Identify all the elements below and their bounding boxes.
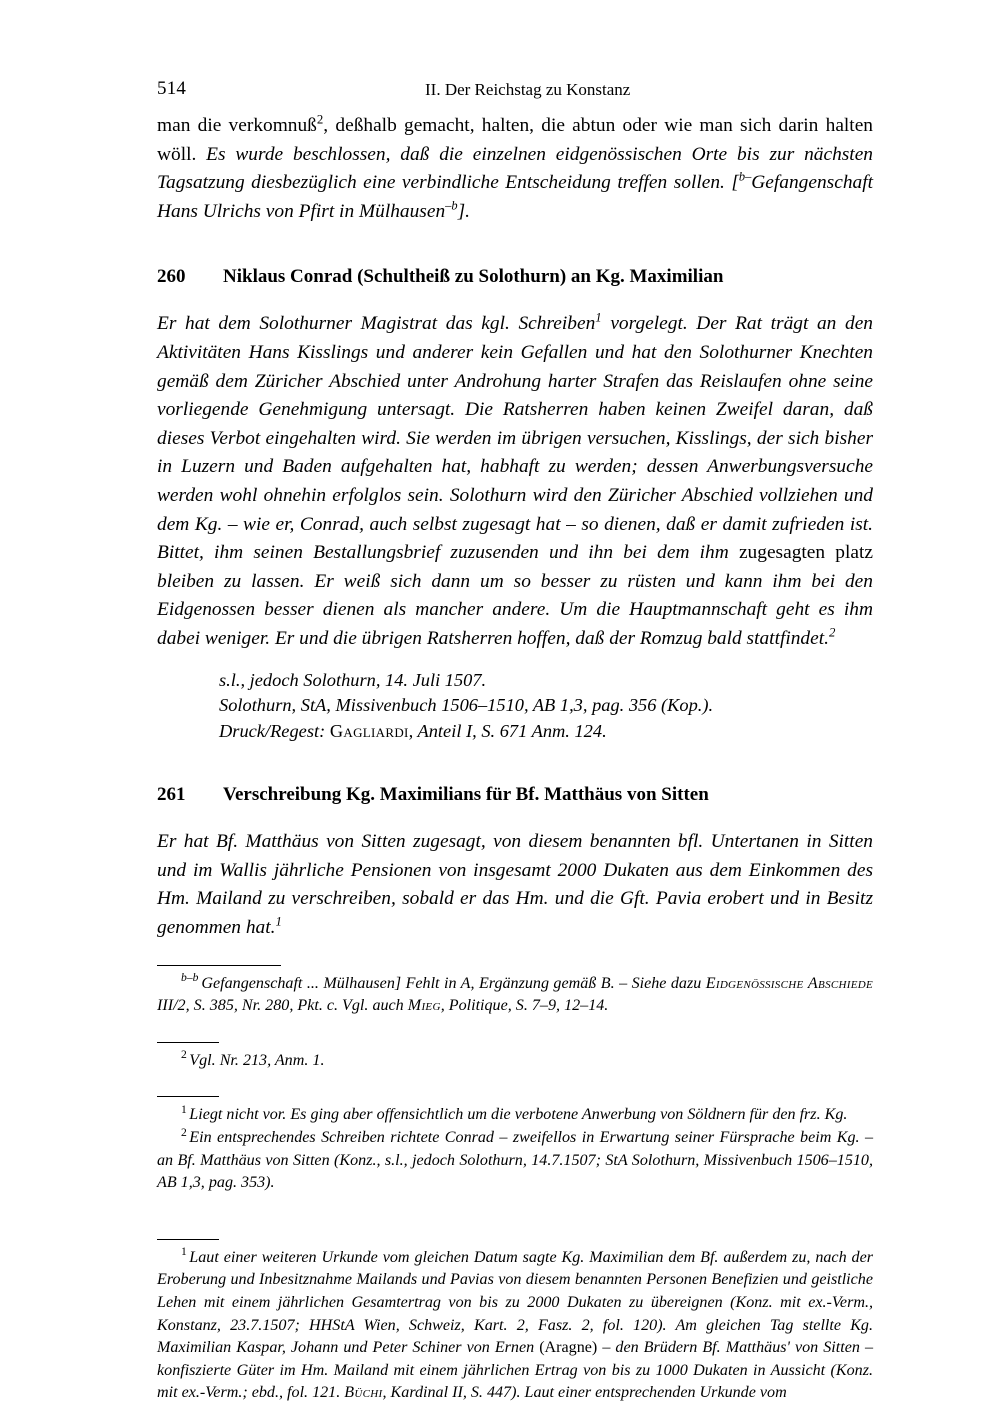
- running-head-title: II. Der Reichstag zu Konstanz: [425, 80, 631, 99]
- entry-261-regest: [157, 828, 873, 942]
- variant-marker-close: –b: [445, 198, 458, 213]
- footnote-260-2-text: Ein entsprechendes Schreiben richtete Conrad – zweifellos in Erwartung seiner Fürsprache beim Kg. – an Bf. Matthäus von Sitten (Konz., s.l., jedoch Solothurn, 14.7.1507; StA Solothurn, Missivenbuch 1506–1510, AB 1,3, pag. 353).: [157, 1129, 873, 1192]
- entry-260-print-ref: , Anteil I, S. 671 Anm. 124.: [408, 720, 607, 741]
- continued-paragraph: [157, 112, 873, 226]
- entry-261-number: 261: [157, 784, 186, 806]
- footnote-smallcaps-mieg: Mieg: [407, 997, 441, 1015]
- footnote-rule: [157, 1096, 219, 1097]
- footnote-260-1: [157, 1104, 873, 1127]
- footnote-261-1: [157, 1247, 873, 1405]
- variant-marker-open: b–: [738, 169, 752, 184]
- entry-260-print-label: Druck/Regest:: [219, 720, 326, 741]
- entry-260-print-author: Gagliardi: [329, 720, 409, 741]
- footnote-group-variant-b: [157, 965, 873, 1018]
- footnote-variant-b-text-3: , Politique, S. 7–9, 12–14.: [440, 997, 609, 1015]
- entry-260-heading: [157, 264, 873, 290]
- footnote-rule: [157, 1239, 219, 1240]
- entry-261-heading: [157, 782, 873, 808]
- continued-upright-rest: , deßhalb gemacht, halten, die abtun oder wie man sich darin halten wöll.: [157, 115, 874, 165]
- continued-italic-end: ].: [457, 200, 470, 222]
- entry-261-ref-1: 1: [275, 914, 282, 929]
- entry-260-regest-part-1: Er hat dem Solothurner Magistrat das kgl. Schreiben: [157, 313, 596, 335]
- entry-261-regest-text: Er hat Bf. Matthäus von Sitten zugesagt, von diesem benannten bfl. Untertanen in Sitten und im Wallis jährliche Pensionen von insgesamt 2000 Dukaten aus dem Einkommen des Hm. Mailand zu verschreiben, sobald er das Hm. und die Gft. Pavia erobert und in Besitz genommen hat.: [157, 831, 873, 939]
- running-head: [157, 78, 873, 112]
- footnote-variant-b-text-1: Gefangenschaft ... Mülhausen] Fehlt in A, Ergänzung gemäß B. – Siehe dazu: [201, 974, 706, 992]
- page-number: 514: [157, 78, 187, 99]
- continued-upright-start: man die verkomnuß: [157, 115, 317, 136]
- footnote-rule: [157, 965, 281, 966]
- entry-260-source-archive: Solothurn, StA, Missivenbuch 1506–1510, AB 1,3, pag. 356 (Kop.).: [219, 695, 714, 716]
- footnote-marker: b–b: [181, 971, 199, 985]
- entry-260-number: 260: [157, 266, 186, 288]
- footnote-rule: [157, 1042, 219, 1043]
- entry-260-ref-2: 2: [828, 625, 836, 640]
- footnote-261-text-3: , Kardinal II, S. 447). Laut einer entsprechenden Urkunde vom: [382, 1384, 787, 1402]
- entry-260-regest-part-2: vorgelegt. Der Rat trägt an den Aktivitäten Hans Kisslings und anderer kein Gefallen und hat den Solothurner Knechten gemäß dem Züricher Abschied unter Androhung harter Strafen das Reislaufen ohne seine vorliegende Genehmigung untersagt. Die Ratsherren haben keinen Zweifel daran, daß dieses Verbot eingehalten wird. Sie werden im übrigen versuchen, Kisslings, der sich bisher in Luzern und Baden aufgehalten hat, habhaft zu werden; dessen Anwerbungsversuche werden wohl ohnehin erfolglos sein. Solothurn wird den Züricher Abschied vollziehen und dem Kg. – wie er, Conrad, auch selbst zugesagt hat – so dienen, daß er damit zufrieden ist. Bittet, ihm seinen Bestallungsbrief zuzusenden und ihn bei dem ihm: [157, 313, 873, 564]
- footnote-smallcaps-eidgenoessische: Eidgenössische Abschiede: [705, 974, 873, 992]
- footnote-group-260: [157, 1096, 873, 1194]
- entry-260-source-block: [219, 668, 873, 745]
- entry-260-ref-1: 1: [595, 310, 602, 325]
- footnote-marker: 2: [181, 1048, 187, 1062]
- entry-260-title: Niklaus Conrad (Schultheiß zu Solothurn) an Kg. Maximilian: [223, 266, 724, 288]
- footnote-variant-b: [157, 973, 873, 1018]
- entry-261-title: Verschreibung Kg. Maximilians für Bf. Matthäus von Sitten: [223, 784, 709, 806]
- continued-italic-tail: Gefangenschaft Hans Ulrichs von Pfirt in Mülhausen: [157, 172, 873, 222]
- footnote-gap-1: [157, 1018, 873, 1042]
- footnote-group-2: [157, 1042, 873, 1073]
- footnote-261-text-1: Laut einer weiteren Urkunde vom gleichen Datum sagte Kg. Maximilian dem Bf. außerdem zu, nach der Eroberung und Inbesitznahme Mailands und Pavias von diesem benannten Personen Benefizien und geistliche Lehen mit einem jährlichen Gesamtertrag von bis zu 2000 Dukaten zu übereignen (Konz. mit ex.-Verm., Konstanz, 23.7.1507; HHStA Wien, Schweiz, Kart. 2, Fasz. 2, fol. 120). Am gleichen Tag stellte Kg. Maximilian Kaspar, Johann und Peter Schiner von Ernen: [157, 1248, 873, 1357]
- footnote-ref-2: 2: [316, 112, 324, 127]
- footnote-smallcaps-buechi: Büchi: [344, 1384, 383, 1402]
- footnote-260-2: [157, 1127, 873, 1195]
- footnote-group-261: [157, 1239, 873, 1405]
- entry-260-regest-part-3: bleiben zu lassen. Er weiß sich dann um so besser zu rüsten und kann ihm bei den Eidgenossen besser dienen als mancher andere. Um die Hauptmannschaft geht es ihm dabei weniger. Er und die übrigen Ratsherren hoffen, daß der Romzug bald stattfindet.: [157, 570, 873, 649]
- footnote-gap-2: [157, 1072, 873, 1096]
- entry-260-print-line: [219, 719, 873, 745]
- entry-260-regest: [157, 310, 873, 653]
- footnote-variant-b-text-2: III/2, S. 385, Nr. 280, Pkt. c. Vgl. auch: [157, 997, 408, 1015]
- footnote-marker: 1: [181, 1245, 187, 1259]
- footnote-gap-top: [157, 943, 873, 965]
- page-content: [157, 0, 873, 1405]
- footnote-prev-entry-2-text: Vgl. Nr. 213, Anm. 1.: [189, 1051, 325, 1069]
- footnote-261-text-2: – den Brüdern Bf. Matthäus' von Sitten – konfiszierte Güter im Hm. Mailand mit einem jährlichen Ertrag von bis zu 1000 Dukaten in Aussicht (Konz. mit ex.-Verm.; ebd., fol. 121.: [157, 1339, 873, 1402]
- footnote-prev-entry-2: [157, 1050, 873, 1073]
- footnote-marker: 1: [181, 1103, 187, 1117]
- footnote-marker: 2: [181, 1125, 187, 1139]
- entry-260-source-date: s.l., jedoch Solothurn, 14. Juli 1507.: [219, 669, 487, 690]
- footnote-261-upright-aragne: (Aragne): [539, 1339, 598, 1357]
- footnote-260-1-text: Liegt nicht vor. Es ging aber offensichtlich um die verbotene Anwerbung von Söldnern für den frz. Kg.: [189, 1106, 848, 1124]
- entry-260-regest-upright: zugesagten platz: [738, 542, 873, 564]
- continued-italic-part: Es wurde beschlossen, daß die einzelnen eidgenössischen Orte bis zur nächsten Tagsatzung diesbezüglich eine verbindliche Entscheidung treffen sollen. [: [157, 143, 873, 194]
